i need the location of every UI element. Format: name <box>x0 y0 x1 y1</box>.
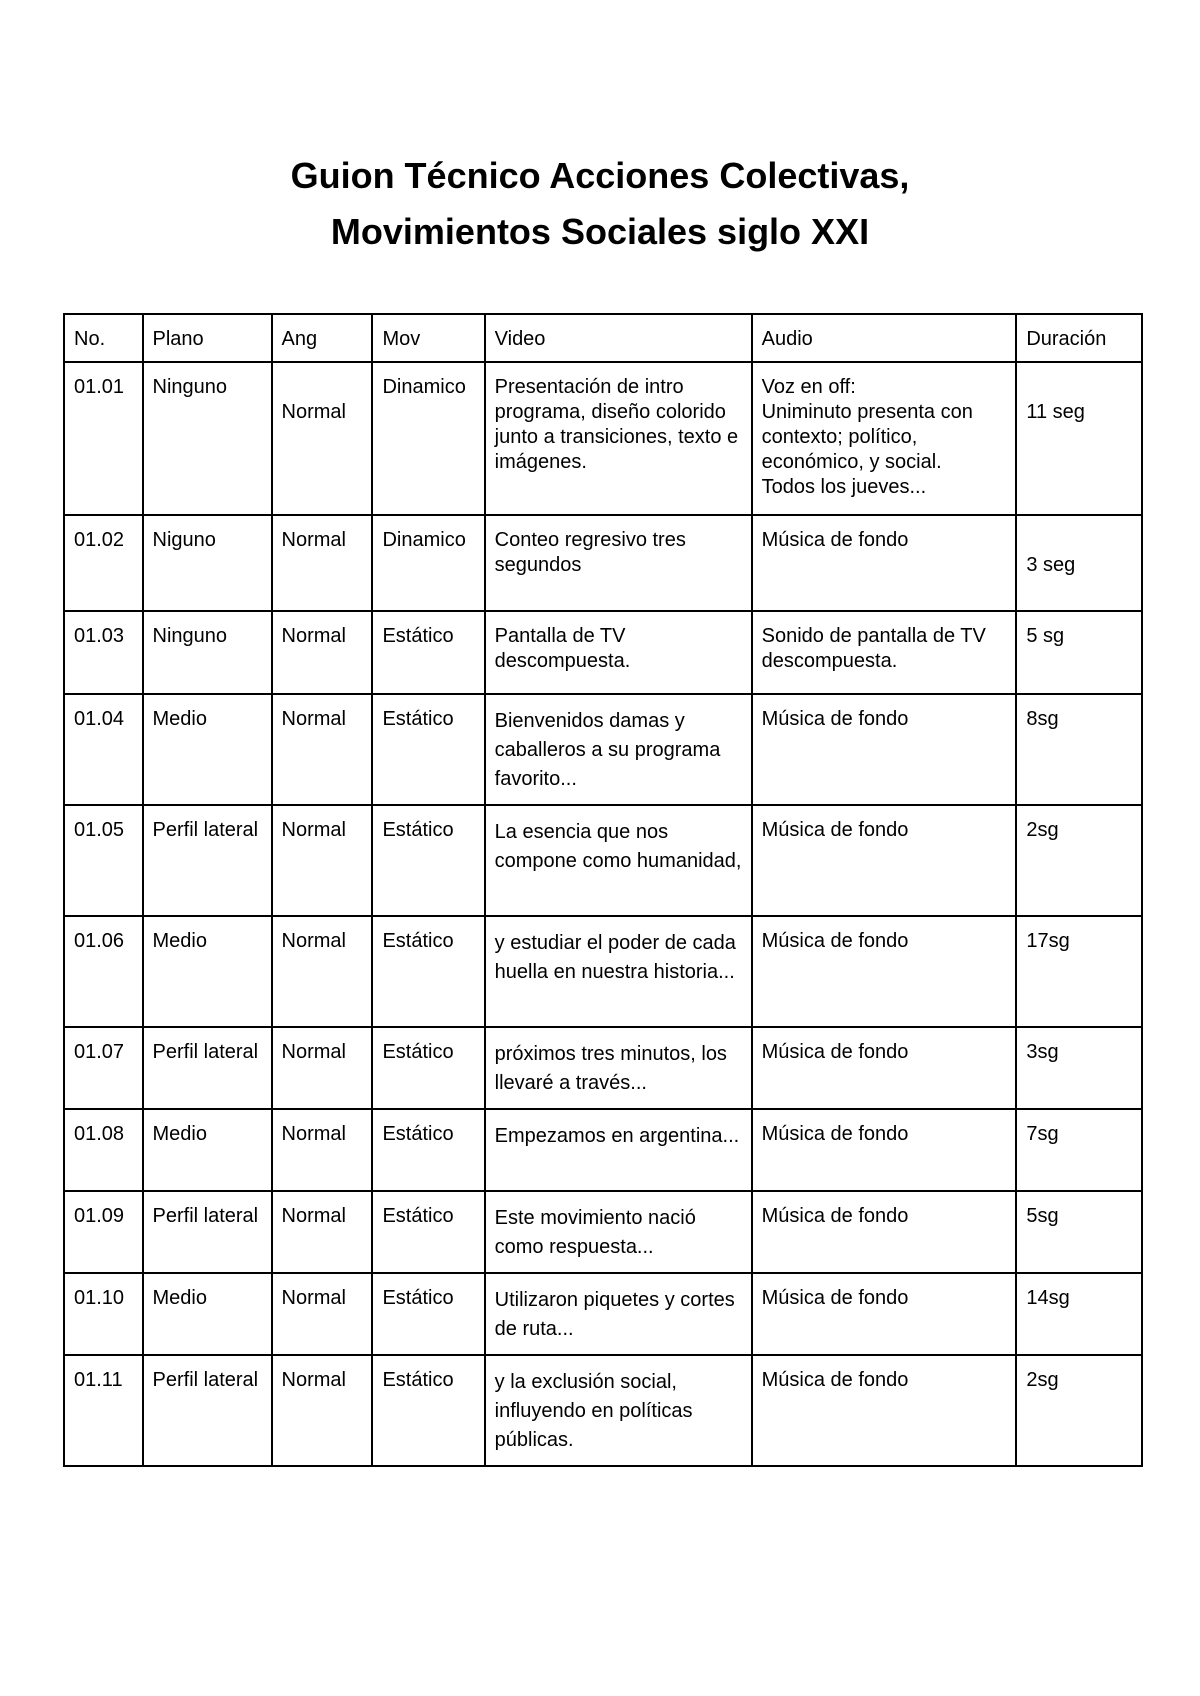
table-row <box>64 916 1142 1027</box>
cell-no: 01.02 <box>64 515 143 611</box>
cell-ang: Normal <box>272 1027 373 1109</box>
header-plano: Plano <box>143 314 272 362</box>
cell-duracion: 5sg <box>1016 1191 1142 1273</box>
cell-mov: Estático <box>372 1027 484 1109</box>
table-row <box>64 1355 1142 1466</box>
cell-plano: Perfil lateral <box>143 1355 272 1466</box>
cell-ang: Normal <box>272 916 373 1027</box>
page-title <box>0 148 1200 260</box>
cell-no: 01.07 <box>64 1027 143 1109</box>
cell-ang: Normal <box>272 1191 373 1273</box>
cell-audio: Música de fondo <box>752 694 1017 805</box>
cell-video: Conteo regresivo tres segundos <box>485 515 752 611</box>
title-line-1: Guion Técnico Acciones Colectivas, <box>290 155 910 196</box>
cell-plano: Perfil lateral <box>143 805 272 916</box>
header-audio: Audio <box>752 314 1017 362</box>
cell-no: 01.11 <box>64 1355 143 1466</box>
cell-audio: Voz en off: Uniminuto presenta con contexto; político, económico, y social. Todos los jueves... <box>752 362 1017 515</box>
cell-plano: Perfil lateral <box>143 1191 272 1273</box>
cell-plano: Perfil lateral <box>143 1027 272 1109</box>
cell-mov: Estático <box>372 805 484 916</box>
cell-duracion: 3 seg <box>1016 515 1142 611</box>
title-line-2: Movimientos Sociales siglo XXI <box>330 211 870 252</box>
table-body <box>64 362 1142 1466</box>
cell-ang: Normal <box>272 362 373 515</box>
cell-ang: Normal <box>272 694 373 805</box>
cell-duracion: 2sg <box>1016 1355 1142 1466</box>
table-row <box>64 805 1142 916</box>
cell-audio: Música de fondo <box>752 1027 1017 1109</box>
cell-mov: Estático <box>372 1109 484 1191</box>
header-mov: Mov <box>372 314 484 362</box>
cell-video: Empezamos en argentina... <box>485 1109 752 1191</box>
header-no: No. <box>64 314 143 362</box>
cell-plano: Medio <box>143 916 272 1027</box>
cell-mov: Estático <box>372 1191 484 1273</box>
cell-mov: Estático <box>372 1355 484 1466</box>
cell-duracion: 7sg <box>1016 1109 1142 1191</box>
technical-script-table <box>63 313 1143 1467</box>
cell-ang: Normal <box>272 515 373 611</box>
header-duracion: Duración <box>1016 314 1142 362</box>
table-row <box>64 362 1142 515</box>
table-row <box>64 1109 1142 1191</box>
table-row <box>64 611 1142 694</box>
cell-video: Utilizaron piquetes y cortes de ruta... <box>485 1273 752 1355</box>
cell-mov: Dinamico <box>372 515 484 611</box>
cell-duracion: 14sg <box>1016 1273 1142 1355</box>
cell-ang: Normal <box>272 1109 373 1191</box>
header-video: Video <box>485 314 752 362</box>
cell-duracion: 2sg <box>1016 805 1142 916</box>
cell-ang: Normal <box>272 1355 373 1466</box>
cell-duracion: 17sg <box>1016 916 1142 1027</box>
cell-video: y estudiar el poder de cada huella en nuestra historia... <box>485 916 752 1027</box>
cell-no: 01.03 <box>64 611 143 694</box>
table-header <box>64 314 1142 362</box>
cell-video: Pantalla de TV descompuesta. <box>485 611 752 694</box>
cell-duracion: 3sg <box>1016 1027 1142 1109</box>
cell-plano: Medio <box>143 1273 272 1355</box>
cell-audio: Música de fondo <box>752 1273 1017 1355</box>
cell-duracion: 11 seg <box>1016 362 1142 515</box>
header-row <box>64 314 1142 362</box>
table-row <box>64 1027 1142 1109</box>
cell-mov: Estático <box>372 916 484 1027</box>
cell-ang: Normal <box>272 1273 373 1355</box>
cell-plano: Ninguno <box>143 362 272 515</box>
cell-video: Bienvenidos damas y caballeros a su programa favorito... <box>485 694 752 805</box>
cell-plano: Niguno <box>143 515 272 611</box>
cell-plano: Ninguno <box>143 611 272 694</box>
table-row <box>64 1191 1142 1273</box>
table-row <box>64 1273 1142 1355</box>
cell-video: próximos tres minutos, los llevaré a través... <box>485 1027 752 1109</box>
cell-no: 01.06 <box>64 916 143 1027</box>
header-ang: Ang <box>272 314 373 362</box>
cell-mov: Dinamico <box>372 362 484 515</box>
cell-audio: Música de fondo <box>752 1109 1017 1191</box>
cell-mov: Estático <box>372 694 484 805</box>
cell-video: y la exclusión social, influyendo en políticas públicas. <box>485 1355 752 1466</box>
cell-audio: Música de fondo <box>752 515 1017 611</box>
cell-audio: Música de fondo <box>752 1355 1017 1466</box>
cell-audio: Música de fondo <box>752 805 1017 916</box>
cell-duracion: 8sg <box>1016 694 1142 805</box>
cell-mov: Estático <box>372 611 484 694</box>
cell-audio: Música de fondo <box>752 916 1017 1027</box>
cell-no: 01.04 <box>64 694 143 805</box>
cell-video: La esencia que nos compone como humanidad, <box>485 805 752 916</box>
cell-no: 01.08 <box>64 1109 143 1191</box>
cell-audio: Sonido de pantalla de TV descompuesta. <box>752 611 1017 694</box>
cell-plano: Medio <box>143 1109 272 1191</box>
cell-video: Este movimiento nació como respuesta... <box>485 1191 752 1273</box>
cell-duracion: 5 sg <box>1016 611 1142 694</box>
cell-ang: Normal <box>272 805 373 916</box>
cell-plano: Medio <box>143 694 272 805</box>
table-row <box>64 515 1142 611</box>
cell-video: Presentación de intro programa, diseño colorido junto a transiciones, texto e imágenes. <box>485 362 752 515</box>
cell-audio: Música de fondo <box>752 1191 1017 1273</box>
cell-ang: Normal <box>272 611 373 694</box>
cell-no: 01.09 <box>64 1191 143 1273</box>
table-row <box>64 694 1142 805</box>
cell-no: 01.05 <box>64 805 143 916</box>
cell-no: 01.10 <box>64 1273 143 1355</box>
cell-no: 01.01 <box>64 362 143 515</box>
cell-mov: Estático <box>372 1273 484 1355</box>
